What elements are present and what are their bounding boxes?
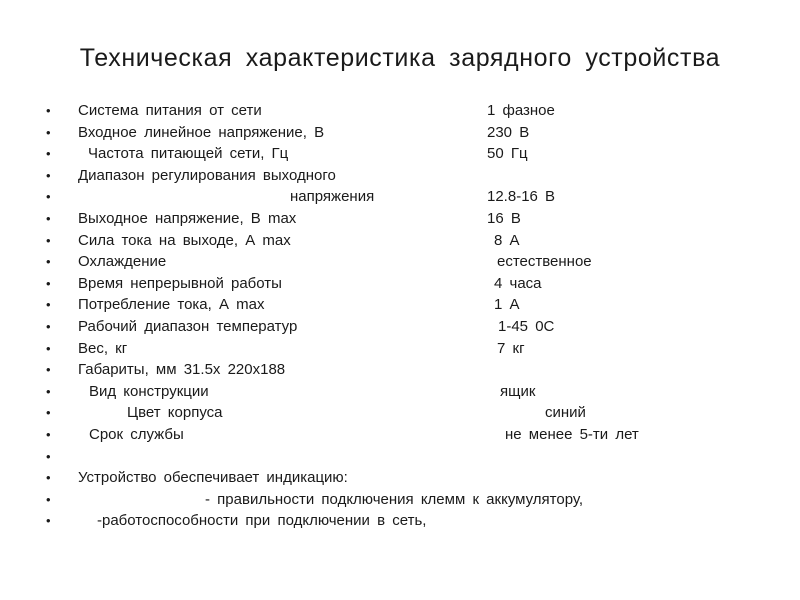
- bullet-icon: •: [46, 103, 51, 118]
- spec-value: 1 А: [494, 296, 520, 314]
- spec-row: [0, 294, 800, 316]
- spec-label: Выходное напряжение, В max: [78, 209, 297, 227]
- bullet-icon: •: [46, 513, 51, 529]
- bullet-icon: •: [46, 124, 51, 140]
- spec-row: [0, 208, 800, 230]
- spec-label: Система питания от сети: [78, 102, 262, 119]
- spec-value: 1 фазное: [487, 102, 555, 119]
- spec-label: Сила тока на выходе, А max: [78, 231, 291, 249]
- bullet-icon: •: [46, 318, 51, 334]
- spec-label: Вес, кг: [78, 339, 128, 357]
- spec-row: [0, 165, 800, 187]
- bullet-icon: •: [46, 383, 51, 399]
- spec-value: 16 В: [487, 209, 521, 227]
- spec-value: 4 часа: [494, 274, 542, 292]
- bullet-icon: •: [46, 146, 51, 162]
- spec-row: [0, 467, 800, 489]
- spec-list: [0, 100, 800, 532]
- bullet-icon: •: [46, 426, 51, 442]
- spec-value: 1-45 0С: [498, 317, 555, 335]
- spec-value: не менее 5-ти лет: [505, 425, 639, 443]
- spec-label: Рабочий диапазон температур: [78, 317, 298, 335]
- spec-value: естественное: [497, 253, 592, 271]
- spec-value: 50 Гц: [487, 145, 528, 163]
- bullet-icon: •: [46, 405, 51, 421]
- bullet-icon: •: [46, 340, 51, 356]
- spec-row: [0, 359, 800, 381]
- spec-row: [0, 230, 800, 252]
- spec-label: напряжения: [290, 188, 375, 206]
- spec-label: Диапазон регулирования выходного: [78, 166, 336, 184]
- spec-value: 12.8-16 В: [487, 188, 556, 206]
- bullet-icon: •: [46, 448, 51, 464]
- bullet-icon: •: [46, 362, 51, 378]
- spec-value: 7 кг: [497, 339, 525, 357]
- spec-value: ящик: [500, 382, 536, 400]
- bullet-icon: •: [46, 167, 51, 183]
- spec-row: [0, 510, 800, 532]
- slide-title: Техническая характеристика зарядного устройства: [79, 44, 721, 72]
- spec-label: Частота питающей сети, Гц: [88, 145, 289, 163]
- spec-row: [0, 338, 800, 360]
- spec-row: [0, 273, 800, 295]
- spec-value: 230 В: [487, 123, 530, 141]
- spec-label: -работоспособности при подключении в сеть,: [97, 512, 427, 530]
- bullet-icon: •: [46, 470, 51, 486]
- spec-value: синий: [545, 404, 586, 422]
- spec-row: [0, 100, 800, 122]
- spec-label: Охлаждение: [78, 253, 167, 271]
- spec-row: [0, 402, 800, 424]
- spec-label: Габариты, мм 31.5х 220х188: [78, 361, 286, 379]
- spec-row: [0, 251, 800, 273]
- spec-label: Срок службы: [89, 425, 184, 443]
- spec-label: Вид конструкции: [89, 382, 209, 400]
- bullet-icon: •: [46, 297, 51, 313]
- bullet-icon: •: [46, 254, 51, 270]
- spec-row: [0, 424, 800, 446]
- spec-row: [0, 489, 800, 511]
- bullet-icon: •: [46, 232, 51, 248]
- spec-row: [0, 446, 800, 468]
- bullet-icon: •: [46, 210, 51, 226]
- spec-row: [0, 143, 800, 165]
- spec-label: Потребление тока, А max: [78, 296, 265, 314]
- spec-row: [0, 381, 800, 403]
- bullet-icon: •: [46, 491, 51, 507]
- bullet-icon: •: [46, 275, 51, 291]
- spec-row: [0, 122, 800, 144]
- spec-row: [0, 316, 800, 338]
- spec-value: 8 А: [494, 231, 520, 249]
- bullet-icon: •: [46, 189, 51, 205]
- spec-label: Устройство обеспечивает индикацию:: [78, 469, 348, 487]
- spec-label: Входное линейное напряжение, В: [78, 123, 325, 141]
- spec-label: Цвет корпуса: [127, 404, 223, 422]
- spec-label: Время непрерывной работы: [78, 274, 282, 292]
- spec-label: - правильности подключения клемм к аккумулятору,: [205, 490, 584, 508]
- spec-row: [0, 186, 800, 208]
